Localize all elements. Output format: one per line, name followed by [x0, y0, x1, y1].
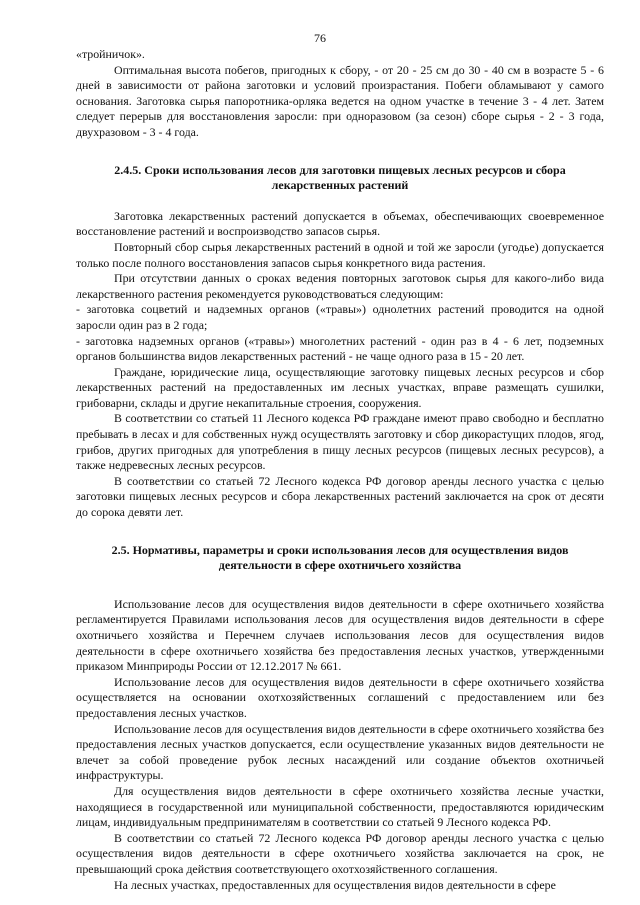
- paragraph: На лесных участках, предоставленных для осуществления видов деятельности в сфере: [114, 877, 556, 892]
- paragraph: Граждане, юридические лица, осуществляющие заготовку пищевых лесных ресурсов и сбор лекарственных растений на предоставленных им лесных участках, вправе размещать сушилки, грибоварни, склады и другие некапитальные строения, сооружения.: [76, 364, 604, 410]
- paragraph: Использование лесов для осуществления видов деятельности в сфере охотничьего хозяйства без предоставления лесных участков допускается, если осуществление указанных видов деятельности не влечет за собой проведение рубок лесных насаждений или создание объектов охотничьей инфраструктуры.: [76, 721, 604, 783]
- intro-continuation: «тройничок».: [76, 47, 145, 61]
- page-number: 76: [314, 31, 326, 45]
- section-heading-2-4-5: 2.4.5. Сроки использования лесов для заготовки пищевых лесных ресурсов и сбора лекарственных растений: [114, 162, 566, 193]
- paragraph: При отсутствии данных о сроках ведения повторных заготовок сырья для какого-либо вида лекарственного растения рекомендуется руководствоваться следующим:: [76, 271, 604, 301]
- paragraph: Использование лесов для осуществления видов деятельности в сфере охотничьего хозяйства регламентируется Правилами использования лесов для осуществления видов деятельности в сфере охотничьего хозяйства и Перечнем случаев использования лесов для осуществления видов деятельности в сфере охотничьего хозяйства без предоставления лесных участков, утвержденными приказом Минприроды России от 12.12.2017 № 661.: [76, 596, 604, 674]
- list-item: - заготовка соцветий и надземных органов («травы») однолетних растений проводится на одной заросли один раз в 2 года;: [76, 302, 604, 332]
- paragraph: В соответствии со статьей 72 Лесного кодекса РФ договор аренды лесного участка с целью осуществления видов деятельности в сфере охотничьего хозяйства заключается на срок, не превышающий срока действия соответствующего охотхозяйственного соглашения.: [76, 830, 604, 876]
- paragraph: Заготовка лекарственных растений допускается в объемах, обеспечивающих своевременное восстановление растений и воспроизводство запасов сырья.: [76, 208, 604, 239]
- paragraph: Использование лесов для осуществления видов деятельности в сфере охотничьего хозяйства осуществляется на основании охотхозяйственных соглашений с предоставлением или без предоставления лесных участков.: [76, 674, 604, 720]
- paragraph: Повторный сбор сырья лекарственных растений в одной и той же заросли (угодье) допускается только после полного восстановления запасов сырья конкретного вида растения.: [76, 239, 604, 270]
- paragraph: В соответствии со статьей 72 Лесного кодекса РФ договор аренды лесного участка с целью заготовки пищевых лесных ресурсов и сбора лекарственных растений заключается на срок от десяти до сорока девяти лет.: [76, 473, 604, 520]
- page-content: [76, 47, 604, 893]
- paragraph: Оптимальная высота побегов, пригодных к сбору, - от 20 - 25 см до 30 - 40 см в возрасте 5 - 6 дней в зависимости от района заготовки и условий произрастания. Побеги обламывают у самого основания. Заготовка сырья папоротника-орляка ведется на одном участке в течение 3 - 4 лет. Затем следует перерыв для восстановления заросли: при одноразовом (за сезон) сборе сырья - 2 - 3 года, двухразовом - 3 - 4 года.: [76, 62, 604, 139]
- list-item: - заготовка надземных органов («травы») многолетних растений - один раз в 4 - 6 лет, подземных органов большинства видов лекарственных растений - не чаще одного раза в 15 - 20 лет.: [76, 333, 604, 364]
- section-heading-2-5: 2.5. Нормативы, параметры и сроки использования лесов для осуществления видов деятельности в сфере охотничьего хозяйства: [111, 542, 569, 573]
- paragraph: В соответствии со статьей 11 Лесного кодекса РФ граждане имеют право свободно и бесплатно пребывать в лесах и для собственных нужд осуществлять заготовку и сбор дикорастущих плодов, ягод, грибов, других пригодных для употребления в пищу лесных ресурсов (пищевых лесных ресурсов), а также недревесных лесных ресурсов.: [76, 411, 604, 473]
- paragraph: Для осуществления видов деятельности в сфере охотничьего хозяйства лесные участки, находящиеся в государственной или муниципальной собственности, предоставляются юридическим лицам, индивидуальным предпринимателям в соответствии со статьей 9 Лесного кодекса РФ.: [76, 783, 604, 830]
